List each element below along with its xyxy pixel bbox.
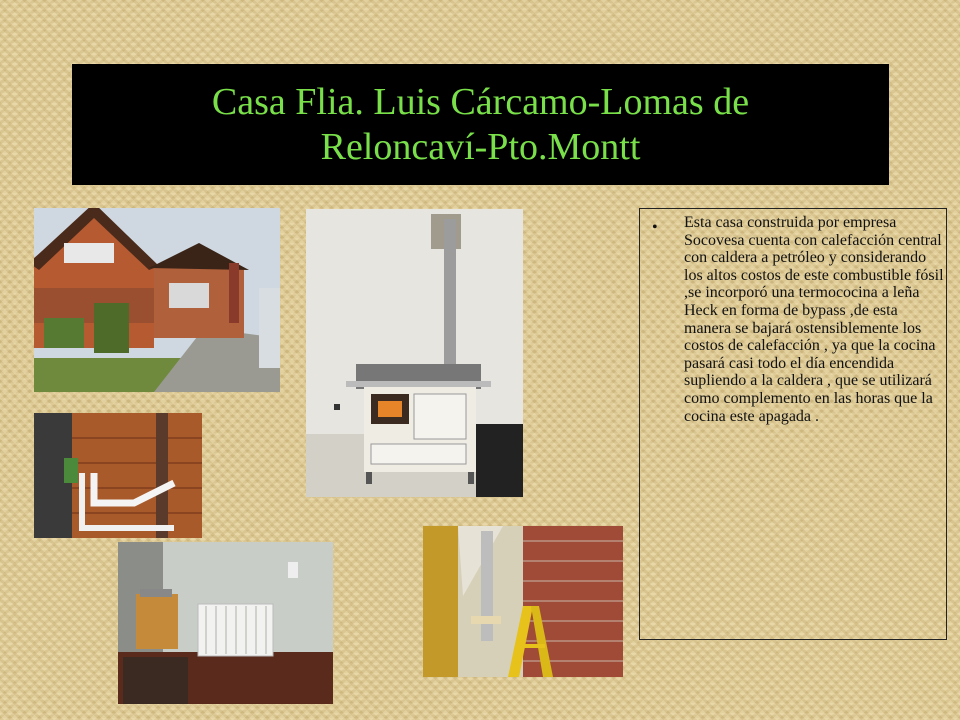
photo-flue-ladder [423, 526, 623, 677]
bullet-dot: • [652, 219, 658, 236]
photo-pipes [34, 413, 202, 538]
title-box [72, 64, 889, 185]
description-box [639, 208, 947, 640]
photo-radiator [118, 542, 333, 704]
photo-wood-stove [306, 209, 523, 497]
slide-title: Casa Flia. Luis Cárcamo-Lomas de Reloncaví-Pto.Montt [211, 80, 750, 168]
photo-house-exterior [34, 208, 280, 392]
description-text: Esta casa construida por empresa Socovesa cuenta con calefacción central con caldera a petróleo y considerando los altos costos de este combustible fósil ,se incorporó una termococina a leña Heck en forma de bypass ,de esta manera se bajará ostensiblemente los costos de calefacción , ya que la cocina pasará casi todo el día encendida supliendo a la caldera , que se utilizará como complemento en las horas que la cocina este apagada . [684, 214, 944, 425]
